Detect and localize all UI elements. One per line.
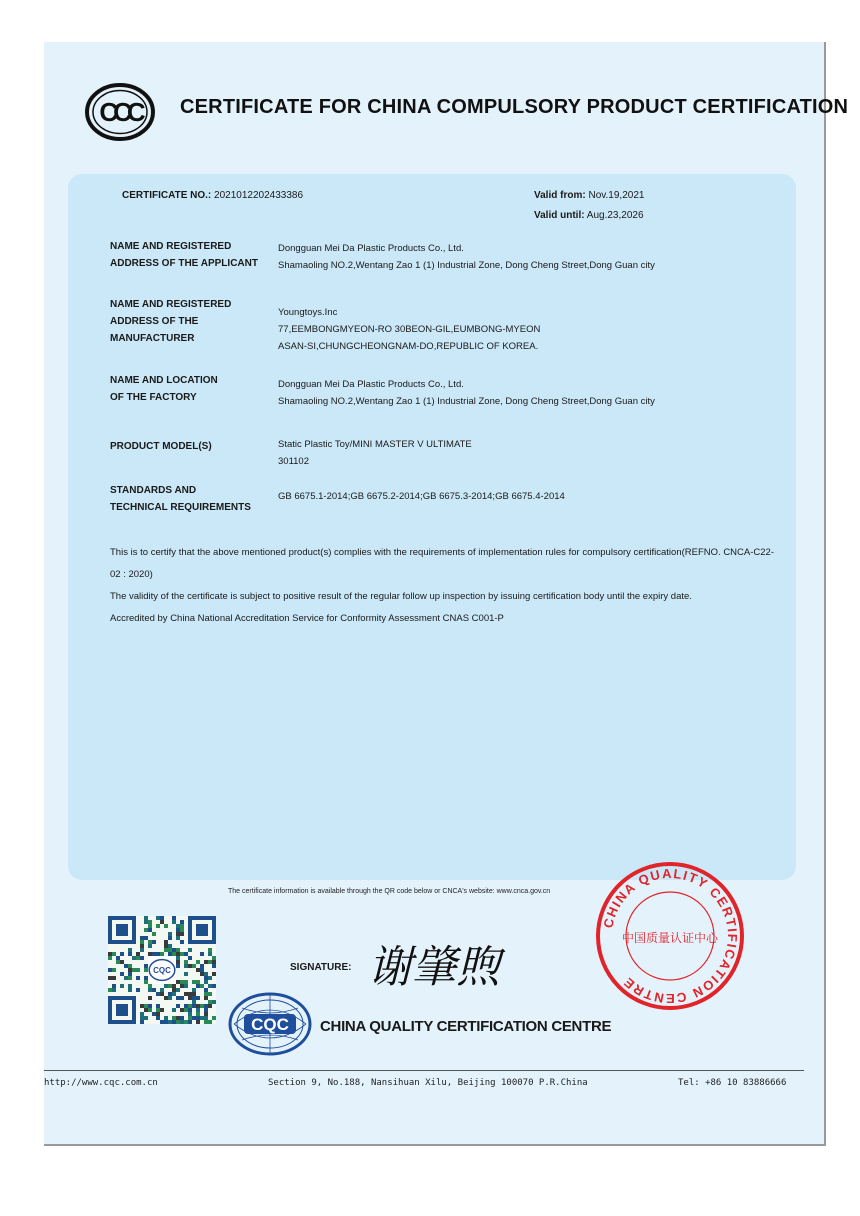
statement-compliance: This is to certify that the above mentioned product(s) complies with the requirements of implementation rules for compulsory certification(REFNO. CNCA-C22-02 : 2020) xyxy=(110,547,774,580)
product-model-value: Static Plastic Toy/MINI MASTER V ULTIMATE 301102 xyxy=(278,439,472,467)
cqc-logo-icon xyxy=(228,992,312,1056)
signature-label: SIGNATURE: xyxy=(290,962,352,973)
qr-note: The certificate information is available through the QR code below or CNCA's website: www.cnca.gov.cn xyxy=(228,888,551,895)
footer-phone: Tel: +86 10 83886666 xyxy=(678,1078,787,1088)
certificate-panel xyxy=(68,174,796,880)
svg-text:CQC: CQC xyxy=(251,1015,289,1034)
footer-address: Section 9, No.188, Nansihuan Xilu, Beijing 100070 P.R.China xyxy=(268,1078,588,1088)
certification-statements xyxy=(110,542,774,630)
valid-from-value: Nov.19,2021 xyxy=(588,190,645,201)
certificate-number-value: 2021012202433386 xyxy=(214,190,304,201)
standards-label: STANDARDS AND TECHNICAL REQUIREMENTS xyxy=(110,485,251,513)
qr-code[interactable] xyxy=(108,916,216,1024)
svg-text:CCC: CCC xyxy=(99,97,141,127)
svg-text:中国质量认证中心: 中国质量认证中心 xyxy=(621,931,719,945)
manufacturer-label: NAME AND REGISTERED ADDRESS OF THE MANUFACTURER xyxy=(110,299,232,344)
valid-from xyxy=(534,190,644,201)
qr-center-logo: CQC xyxy=(153,966,171,975)
factory-value: Dongguan Mei Da Plastic Products Co., Ltd. Shamaoling NO.2,Wentang Zao 1 (1) Industrial Zone, Dong Cheng Street,Dong Guan city xyxy=(278,379,655,407)
valid-from-label: Valid from: xyxy=(534,190,586,201)
certificate-number-label: CERTIFICATE NO.: xyxy=(122,190,212,201)
valid-until xyxy=(534,210,644,221)
valid-until-label: Valid until: xyxy=(534,210,585,221)
statement-validity: The validity of the certificate is subject to positive result of the regular follow up inspection by issuing certification body until the expiry date. xyxy=(110,591,692,602)
handwritten-signature xyxy=(364,934,544,994)
certificate-number xyxy=(122,190,303,201)
svg-text:CHINA QUALITY CERTIFICATION CE: CHINA QUALITY CERTIFICATION CENTRE xyxy=(600,865,741,1007)
footer-website-link[interactable]: http://www.cqc.com.cn xyxy=(44,1078,158,1088)
standards-value: GB 6675.1-2014;GB 6675.2-2014;GB 6675.3-2014;GB 6675.4-2014 xyxy=(278,491,565,502)
valid-until-value: Aug.23,2026 xyxy=(586,210,644,221)
applicant-label: NAME AND REGISTERED ADDRESS OF THE APPLICANT xyxy=(110,241,258,269)
footer-divider xyxy=(44,1070,804,1071)
issuer-name: CHINA QUALITY CERTIFICATION CENTRE xyxy=(320,1018,612,1035)
statement-accreditation: Accredited by China National Accreditation Service for Conformity Assessment CNAS C001-P xyxy=(110,613,504,624)
applicant-value: Dongguan Mei Da Plastic Products Co., Ltd. Shamaoling NO.2,Wentang Zao 1 (1) Industrial Zone, Dong Cheng Street,Dong Guan city xyxy=(278,243,655,271)
product-model-label: PRODUCT MODEL(S) xyxy=(110,441,212,452)
factory-label: NAME AND LOCATION OF THE FACTORY xyxy=(110,375,218,403)
certificate-title: CERTIFICATE FOR CHINA COMPULSORY PRODUCT CERTIFICATION xyxy=(180,96,849,118)
ccc-logo-icon xyxy=(84,82,156,142)
certificate-page xyxy=(44,42,849,1146)
svg-text:谢肇煦: 谢肇煦 xyxy=(368,942,500,993)
manufacturer-value: Youngtoys.Inc 77,EEMBONGMYEON-RO 30BEON-GIL,EUMBONG-MYEON ASAN-SI,CHUNGCHEONGNAM-DO,REPUBLIC OF KOREA. xyxy=(278,307,541,352)
official-seal-stamp xyxy=(594,860,746,1012)
